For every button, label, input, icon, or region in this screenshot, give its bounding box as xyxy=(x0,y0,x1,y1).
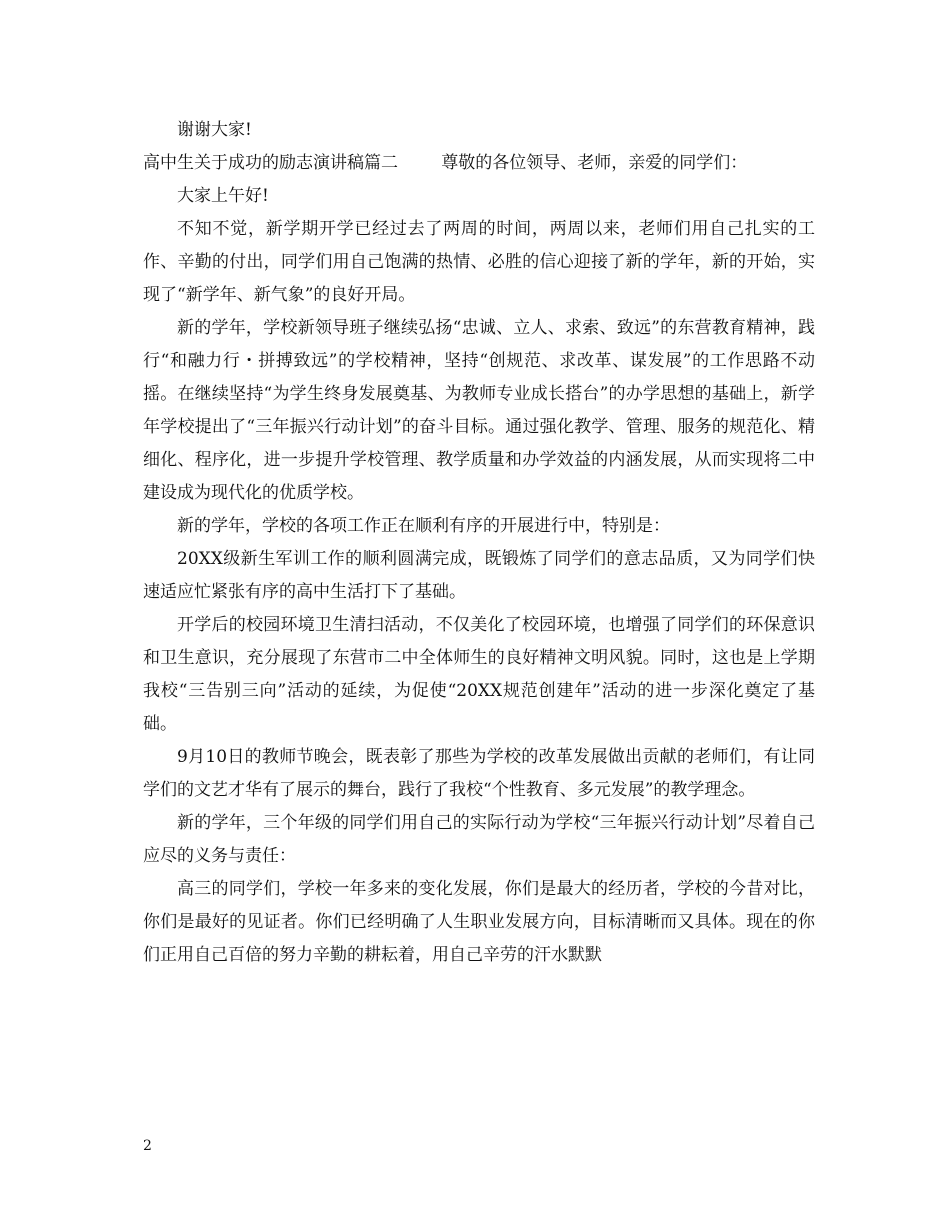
paragraph: 开学后的校园环境卫生清扫活动，不仅美化了校园环境，也增强了同学们的环保意识和卫生意识，充分展现了东营市二中全体师生的良好精神文明风貌。同时，这也是上学期我校“三告别三向”活动的延续，为促使“20XX规范创建年”活动的进一步深化奠定了基础。 xyxy=(143,615,815,734)
page-number: 2 xyxy=(143,1138,152,1154)
document-body xyxy=(143,114,815,972)
paragraph: 新的学年，学校新领导班子继续弘扬“忠诚、立人、求索、致远”的东营教育精神，践行“和融力行・拼搏致远”的学校精神，坚持“创规范、求改革、谋发展”的工作思路不动摇。在继续坚持“为学生终身发展奠基、为教师专业成长搭台”的办学思想的基础上，新学年学校提出了“三年振兴行动计划”的奋斗目标。通过强化教学、管理、服务的规范化、精细化、程序化，进一步提升学校管理、教学质量和办学效益的内涵发展，从而实现将二中建设成为现代化的优质学校。 xyxy=(143,318,815,503)
paragraph: 9月10日的教师节晚会，既表彰了那些为学校的改革发展做出贡献的老师们，有让同学们的文艺才华有了展示的舞台，践行了我校“个性教育、多元发展”的教学理念。 xyxy=(143,747,815,800)
paragraph: 不知不觉，新学期开学已经过去了两周的时间，两周以来，老师们用自己扎实的工作、辛勤的付出，同学们用自己饱满的热情、必胜的信心迎接了新的学年，新的开始，实现了“新学年、新气象”的良好开局。 xyxy=(143,219,815,305)
paragraph: 新的学年，学校的各项工作正在顺利有序的开展进行中，特别是： xyxy=(177,516,670,536)
speech-heading xyxy=(143,147,815,180)
speech-salutation: 尊敬的各位领导、老师，亲爱的同学们： xyxy=(441,153,748,173)
speech-title: 高中生关于成功的励志演讲稿篇二 xyxy=(143,153,398,173)
paragraph: 新的学年，三个年级的同学们用自己的实际行动为学校“三年振兴行动计划”尽着自己应尽的义务与责任： xyxy=(143,813,815,866)
paragraph: 高三的同学们，学校一年多来的变化发展，你们是最大的经历者，学校的今昔对比，你们是最好的见证者。你们已经明确了人生职业发展方向，目标清晰而又具体。现在的你们正用自己百倍的努力辛勤的耕耘着，用自己辛劳的汗水默默 xyxy=(143,879,815,965)
closing-thanks: 谢谢大家! xyxy=(177,120,252,140)
greeting: 大家上午好! xyxy=(177,186,269,206)
paragraph: 20XX级新生军训工作的顺利圆满完成，既锻炼了同学们的意志品质，又为同学们快速适应忙紧张有序的高中生活打下了基础。 xyxy=(143,549,815,602)
